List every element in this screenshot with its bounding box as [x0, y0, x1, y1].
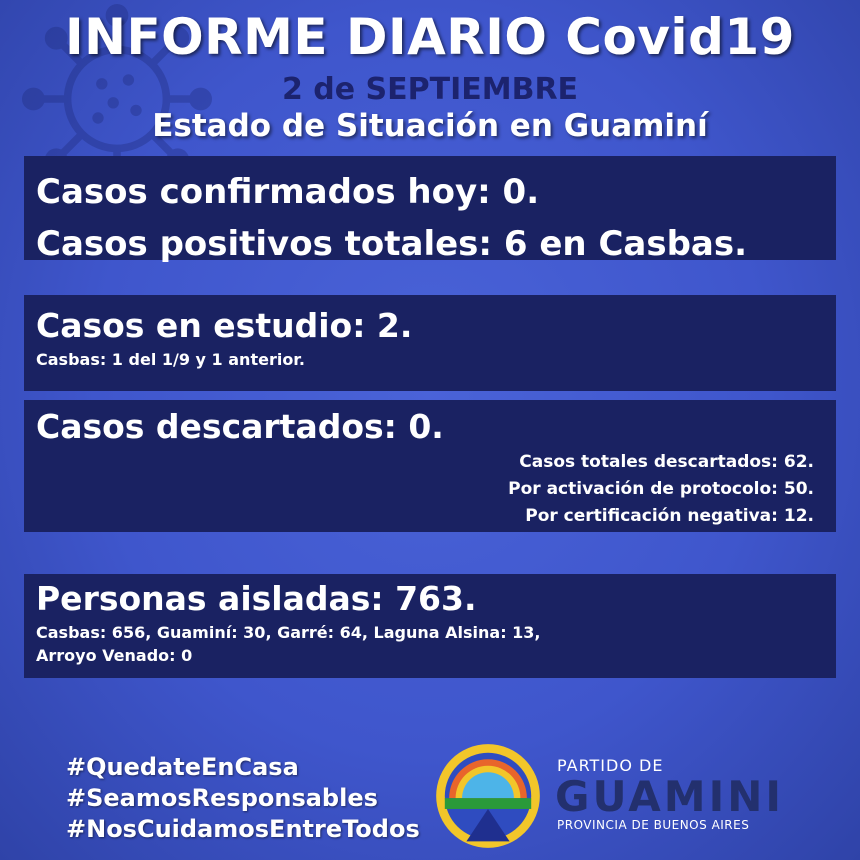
discarded-protocol: Por activación de protocolo: 50.	[508, 478, 814, 499]
discarded-negative: Por certificación negativa: 12.	[525, 505, 814, 526]
page-subtitle: Estado de Situación en Guaminí	[152, 108, 708, 144]
under-study-detail: Casbas: 1 del 1/9 y 1 anterior.	[36, 349, 305, 369]
discarded-cases-panel	[24, 400, 836, 532]
cases-under-study-panel	[24, 295, 836, 391]
page-title: INFORME DIARIO Covid19	[65, 8, 795, 66]
logo-top-text: PARTIDO DE	[557, 756, 664, 775]
confirmed-today: Casos confirmados hoy: 0.	[36, 172, 540, 212]
isolated-title: Personas aisladas: 763.	[36, 579, 477, 618]
isolated-people-panel	[24, 574, 836, 678]
hashtag: #NosCuidamosEntreTodos	[66, 815, 420, 843]
confirmed-cases-panel	[24, 156, 836, 264]
discarded-total: Casos totales descartados: 62.	[519, 451, 814, 472]
isolated-detail-line: Arroyo Venado: 0	[36, 646, 193, 666]
hashtag: #SeamosResponsables	[66, 784, 378, 812]
logo-name: GUAMINI	[555, 772, 784, 821]
hashtag: #QuedateEnCasa	[66, 753, 299, 781]
guamini-logo-icon	[434, 742, 542, 850]
under-study-title: Casos en estudio: 2.	[36, 306, 413, 345]
hashtags	[66, 752, 420, 845]
isolated-detail-line: Casbas: 656, Guaminí: 30, Garré: 64, Laguna Alsina: 13,	[36, 622, 541, 642]
positive-total: Casos positivos totales: 6 en Casbas.	[36, 224, 748, 264]
logo-bottom-text: PROVINCIA DE BUENOS AIRES	[557, 818, 750, 832]
discarded-title: Casos descartados: 0.	[36, 407, 444, 446]
report-date: 2 de SEPTIEMBRE	[281, 72, 579, 107]
